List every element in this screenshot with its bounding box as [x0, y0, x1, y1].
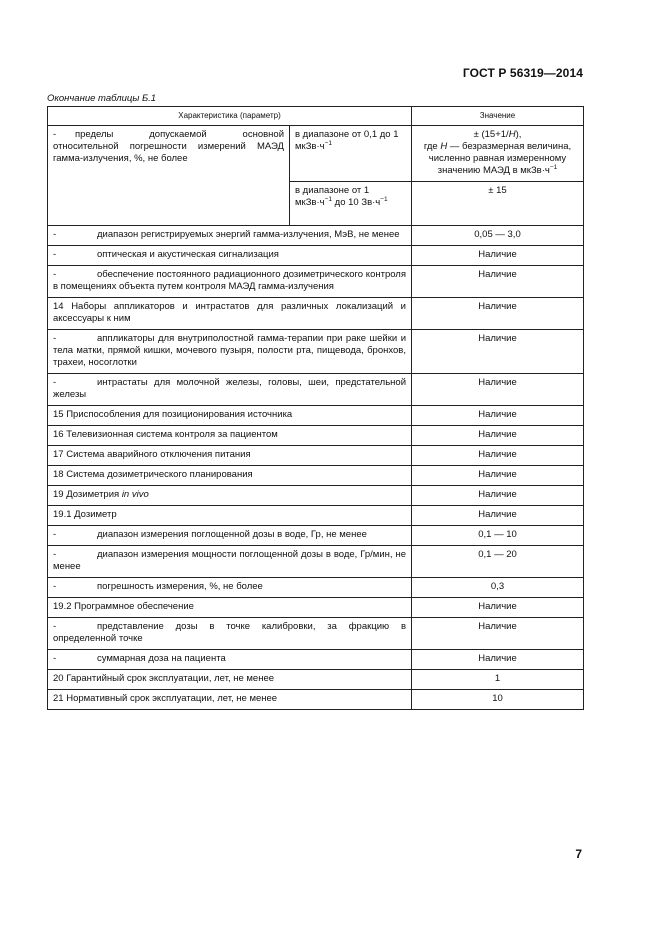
table-row — [48, 266, 584, 298]
row-value: 0,1 — 10 — [412, 526, 584, 546]
subrange-label: в диапазоне от 0,1 до 1 $мкЗв\cdot ч^{-1}$ — [290, 126, 412, 182]
table-header-row — [48, 107, 584, 126]
row-label: - диапазон измерения поглощенной дозы в воде, Гр, не менее — [48, 526, 412, 546]
row-value: Наличие — [412, 506, 584, 526]
row-value: 1 — [412, 670, 584, 690]
page-number: 7 — [575, 847, 582, 861]
table-row — [48, 598, 584, 618]
row-value: Наличие — [412, 466, 584, 486]
row-value: Наличие — [412, 598, 584, 618]
list-dash: - — [53, 249, 57, 260]
list-dash: - — [53, 581, 57, 592]
table-row — [48, 406, 584, 426]
row-label: 19 Дозиметрия in vivo — [48, 486, 412, 506]
subrange-label: в диапазоне от 1 $мкЗв\cdot ч^{-1}$ до 10 $Зв\cdot ч^{-1}$ — [290, 182, 412, 226]
row-value: 0,3 — [412, 578, 584, 598]
row-value: Наличие — [412, 406, 584, 426]
row-label: 16 Телевизионная система контроля за пациентом — [48, 426, 412, 446]
column-header-value: Значение — [412, 107, 584, 126]
table-row — [48, 578, 584, 598]
row-value: ± 15 — [412, 182, 584, 226]
list-dash: - — [53, 333, 57, 344]
row-value: ± (15+1/H), где H — безразмерная величина, численно равная измеренному значению МАЭД в $мкЗв\cdot ч^{-1}$ — [412, 126, 584, 182]
list-dash: - — [53, 129, 57, 140]
row-label: 20 Гарантийный срок эксплуатации, лет, не менее — [48, 670, 412, 690]
row-value: 10 — [412, 690, 584, 710]
row-value: Наличие — [412, 298, 584, 330]
row-value: Наличие — [412, 446, 584, 466]
row-value: Наличие — [412, 374, 584, 406]
row-label: - интрастаты для молочной железы, головы, шеи, предстательной железы — [48, 374, 412, 406]
table-row — [48, 506, 584, 526]
table-row — [48, 526, 584, 546]
table-row — [48, 374, 584, 406]
table-row — [48, 446, 584, 466]
row-value: Наличие — [412, 486, 584, 506]
spec-table — [47, 106, 584, 710]
row-value: 0,1 — 20 — [412, 546, 584, 578]
table-row — [48, 670, 584, 690]
table-row — [48, 330, 584, 374]
row-label: - диапазон регистрируемых энергий гамма-излучения, МэВ, не менее — [48, 226, 412, 246]
table-row — [48, 126, 584, 182]
list-dash: - — [53, 377, 57, 388]
row-value: Наличие — [412, 618, 584, 650]
list-dash: - — [53, 229, 57, 240]
table-row — [48, 298, 584, 330]
row-value: Наличие — [412, 266, 584, 298]
row-value: 0,05 — 3,0 — [412, 226, 584, 246]
row-value: Наличие — [412, 330, 584, 374]
list-dash: - — [53, 549, 57, 560]
row-label: - диапазон измерения мощности поглощенной дозы в воде, Гр/мин, не менее — [48, 546, 412, 578]
row-label: - суммарная доза на пациента — [48, 650, 412, 670]
row-label: 17 Система аварийного отключения питания — [48, 446, 412, 466]
row-label: - представление дозы в точке калибровки, за фракцию в определенной точке — [48, 618, 412, 650]
row-label: 19.2 Программное обеспечение — [48, 598, 412, 618]
table-row — [48, 246, 584, 266]
column-header-characteristic: Характеристика (параметр) — [48, 107, 412, 126]
table-row — [48, 226, 584, 246]
table-row — [48, 426, 584, 446]
row-value: Наличие — [412, 246, 584, 266]
row-label: - обеспечение постоянного радиационного дозиметрического контроля в помещениях объекта путем контроля МАЭД гамма-излучения — [48, 266, 412, 298]
row-label: - пределы допускаемой основной относительной погрешности измерений МАЭД гамма-излучения, %, не более — [48, 126, 290, 226]
row-label: 14 Наборы аппликаторов и интрастатов для различных локализаций и аксессуары к ним — [48, 298, 412, 330]
list-dash: - — [53, 529, 57, 540]
list-dash: - — [53, 269, 57, 280]
row-label: - погрешность измерения, %, не более — [48, 578, 412, 598]
table-caption: Окончание таблицы Б.1 — [47, 93, 157, 104]
row-label: 15 Приспособления для позиционирования источника — [48, 406, 412, 426]
row-label: - оптическая и акустическая сигнализация — [48, 246, 412, 266]
table-row — [48, 486, 584, 506]
row-value: Наличие — [412, 650, 584, 670]
table-row — [48, 690, 584, 710]
table-row — [48, 546, 584, 578]
row-label: 19.1 Дозиметр — [48, 506, 412, 526]
row-label: 18 Система дозиметрического планирования — [48, 466, 412, 486]
list-dash: - — [53, 621, 57, 632]
table-row — [48, 618, 584, 650]
document-code: ГОСТ Р 56319—2014 — [462, 66, 583, 80]
table-row — [48, 466, 584, 486]
row-value: Наличие — [412, 426, 584, 446]
list-dash: - — [53, 653, 57, 664]
row-label: - аппликаторы для внутриполостной гамма-терапии при раке шейки и тела матки, прямой кишки, мочевого пузыря, полости рта, пищевода, бронхов, трахеи, носоглотки — [48, 330, 412, 374]
table-row — [48, 650, 584, 670]
row-label: 21 Нормативный срок эксплуатации, лет, не менее — [48, 690, 412, 710]
